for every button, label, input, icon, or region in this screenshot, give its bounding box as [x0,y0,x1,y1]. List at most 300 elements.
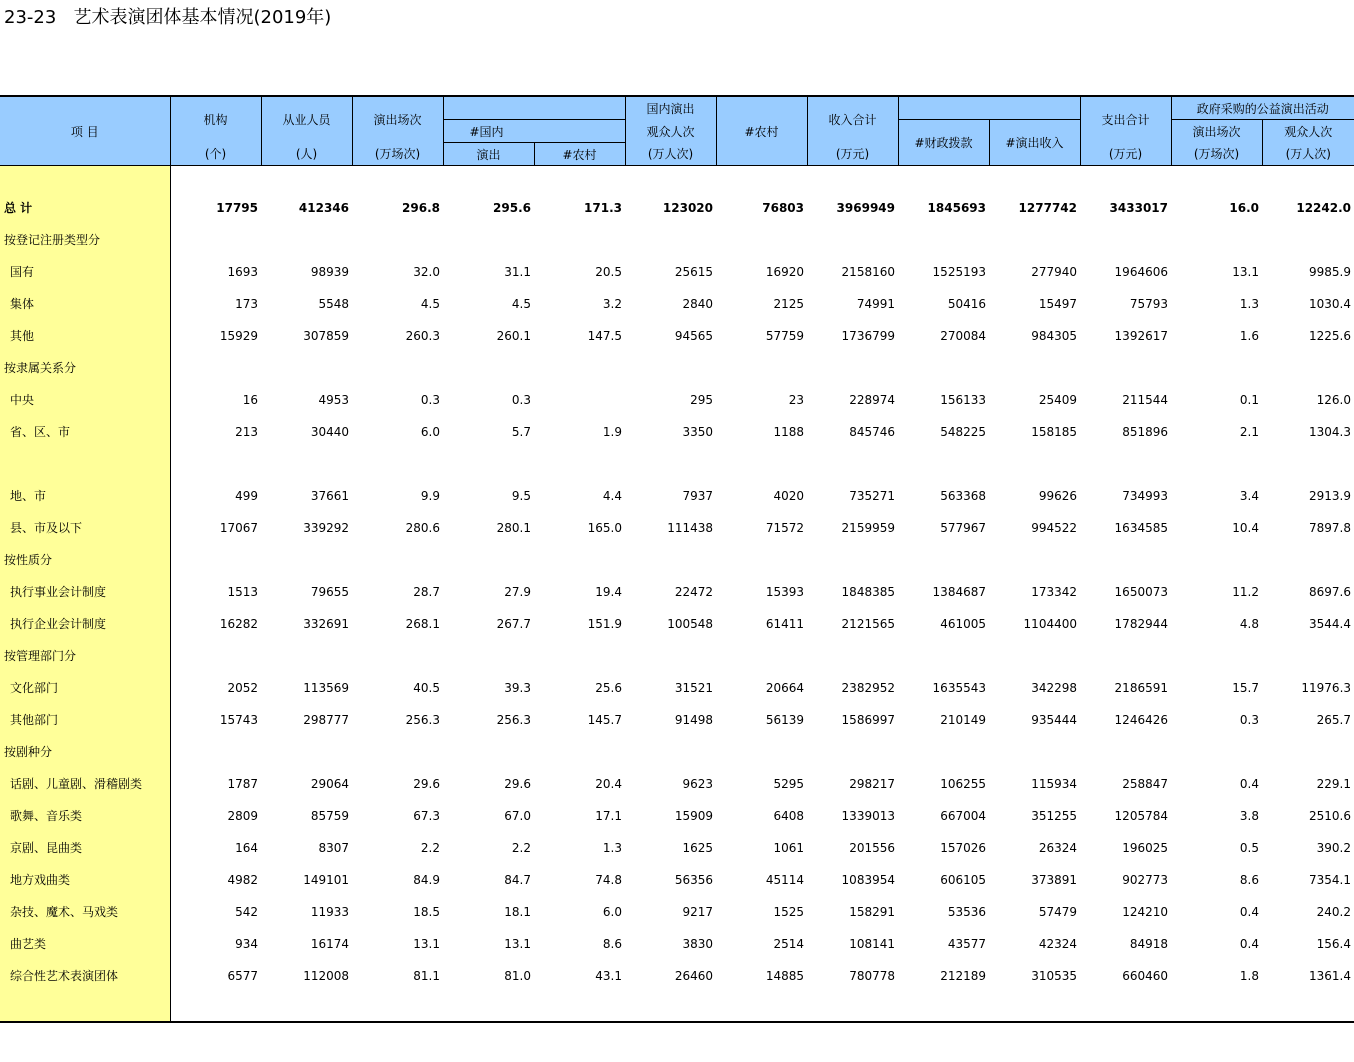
value-cell: 228974 [849,392,895,407]
value-cell: 85759 [310,808,349,823]
value-cell: 16920 [765,264,804,279]
table-row [0,544,1354,576]
header-income-blank [898,96,1080,120]
value-cell: 26324 [1038,840,1077,855]
value-cell: 1625 [682,840,713,855]
value-cell: 1061 [773,840,804,855]
value-cell: 1277742 [1018,200,1077,215]
value-cell: 2510.6 [1309,808,1352,823]
header-rural-shows: #农村 [534,143,625,166]
value-cell [352,736,443,768]
value-cell: 260.1 [496,328,531,343]
value-cell: 40.5 [413,680,440,695]
row-label: 综合性艺术表演团体 [0,960,170,992]
value-cell: 164 [235,840,258,855]
table-row [0,736,1354,768]
row-label: 集体 [0,288,170,320]
value-cell [1171,992,1262,1022]
value-cell [534,166,625,192]
value-cell: 12242.0 [1296,200,1352,215]
header-audience-rural-unit-blank [716,143,807,166]
value-cell [443,992,534,1022]
value-cell: 9217 [682,904,713,919]
row-label-cell [0,166,170,192]
value-cell [1080,352,1171,384]
table-row [0,384,1354,416]
value-cell: 1635543 [932,680,986,695]
value-cell [261,736,352,768]
value-cell: 11933 [310,904,349,919]
value-cell: 0.5 [1239,840,1259,855]
header-audience-b: 观众人次 [625,120,716,143]
value-cell [534,992,625,1022]
value-cell: 84.7 [504,872,531,887]
value-cell: 1782944 [1114,616,1168,631]
value-cell: 106255 [940,776,986,791]
value-cell: 499 [235,488,258,503]
value-cell: 61411 [765,616,804,631]
value-cell [807,992,898,1022]
value-cell: 123020 [662,200,713,215]
value-cell: 667004 [940,808,986,823]
value-cell [807,544,898,576]
value-cell: 1030.4 [1309,296,1352,311]
value-cell: 1787 [227,776,258,791]
value-cell: 548225 [940,424,986,439]
value-cell [170,448,261,480]
table-row [0,256,1354,288]
value-cell: 173 [235,296,258,311]
value-cell: 1.3 [602,840,622,855]
value-cell [261,448,352,480]
value-cell: 9623 [682,776,713,791]
value-cell: 201556 [849,840,895,855]
value-cell [716,992,807,1022]
table-row [0,224,1354,256]
value-cell: 3433017 [1109,200,1168,215]
value-cell: 15.7 [1232,680,1259,695]
value-cell: 780778 [849,968,895,983]
value-cell: 542 [235,904,258,919]
value-cell: 1104400 [1023,616,1077,631]
value-cell: 1361.4 [1309,968,1352,983]
header-audience-rural: #农村 [716,120,807,143]
value-cell [898,992,989,1022]
value-cell [443,736,534,768]
header-income-unit: (万元) [807,143,898,166]
value-cell [989,166,1080,192]
value-cell [1171,166,1262,192]
value-cell [807,352,898,384]
row-label: 按剧种分 [0,736,170,768]
value-cell [1080,544,1171,576]
value-cell [716,736,807,768]
value-cell: 1513 [227,584,258,599]
table-row [0,480,1354,512]
value-cell: 1964606 [1114,264,1168,279]
value-cell: 3544.4 [1309,616,1352,631]
value-cell [170,166,261,192]
value-cell: 2.1 [1239,424,1259,439]
value-cell: 265.7 [1316,712,1352,727]
value-cell [1171,224,1262,256]
value-cell: 2913.9 [1309,488,1352,503]
value-cell: 4.5 [511,296,531,311]
value-cell: 280.6 [405,520,440,535]
value-cell: 332691 [303,616,349,631]
row-label: 地、市 [0,480,170,512]
value-cell [170,736,261,768]
value-cell: 156133 [940,392,986,407]
row-label: 歌舞、音乐类 [0,800,170,832]
value-cell: 76803 [762,200,804,215]
page-title: 23-23 艺术表演团体基本情况(2019年) [4,7,332,28]
value-cell: 196025 [1122,840,1168,855]
value-cell: 270084 [940,328,986,343]
header-staff: 从业人员 [261,96,352,143]
value-cell: 112008 [303,968,349,983]
table-row [0,352,1354,384]
value-cell: 902773 [1122,872,1168,887]
header-fiscal: #财政拨款 [898,120,989,166]
value-cell: 91498 [674,712,713,727]
value-cell: 2158160 [841,264,895,279]
value-cell [534,736,625,768]
table-row [0,640,1354,672]
value-cell [716,448,807,480]
row-label: 按管理部门分 [0,640,170,672]
table-spacer-row [0,166,1354,192]
value-cell: 6.0 [602,904,622,919]
value-cell: 8307 [318,840,349,855]
header-gov-shows: 演出场次 [1171,120,1262,143]
value-cell: 113569 [303,680,349,695]
value-cell: 934 [235,936,258,951]
row-label: 文化部门 [0,672,170,704]
row-label: 杂技、魔术、马戏类 [0,896,170,928]
value-cell: 2125 [773,296,804,311]
value-cell: 1634585 [1114,520,1168,535]
value-cell: 984305 [1031,328,1077,343]
value-cell: 37661 [310,488,349,503]
table-row [0,704,1354,736]
value-cell: 108141 [849,936,895,951]
value-cell [1171,640,1262,672]
value-cell: 295.6 [493,200,531,215]
value-cell: 7354.1 [1309,872,1352,887]
value-cell: 81.0 [504,968,531,983]
header-shows-unit: (万场次) [352,143,443,166]
value-cell [989,352,1080,384]
value-cell: 13.1 [1232,264,1259,279]
value-cell: 342298 [1031,680,1077,695]
header-staff-unit: (人) [261,143,352,166]
value-cell: 74991 [856,296,895,311]
value-cell [625,640,716,672]
value-cell: 1650073 [1114,584,1168,599]
value-cell [1262,736,1354,768]
value-cell: 26460 [674,968,713,983]
value-cell [261,352,352,384]
value-cell: 5295 [773,776,804,791]
value-cell: 256.3 [496,712,531,727]
value-cell: 25615 [674,264,713,279]
value-cell [1080,166,1171,192]
value-cell [443,224,534,256]
value-cell: 0.4 [1239,776,1259,791]
value-cell [716,224,807,256]
value-cell [443,166,534,192]
value-cell [1262,448,1354,480]
value-cell [261,992,352,1022]
statistics-table [0,95,1354,1023]
value-cell: 115934 [1031,776,1077,791]
value-cell: 56356 [674,872,713,887]
value-cell: 13.1 [413,936,440,951]
value-cell: 2121565 [841,616,895,631]
row-label: 京剧、昆曲类 [0,832,170,864]
value-cell [1080,224,1171,256]
value-cell: 267.7 [496,616,531,631]
value-cell: 461005 [940,616,986,631]
value-cell [807,166,898,192]
value-cell: 17067 [219,520,258,535]
value-cell: 145.7 [587,712,622,727]
value-cell: 81.1 [413,968,440,983]
value-cell: 3350 [682,424,713,439]
value-cell: 935444 [1031,712,1077,727]
value-cell [170,640,261,672]
row-label: 按隶属关系分 [0,352,170,384]
value-cell: 1845693 [927,200,986,215]
table-row [0,672,1354,704]
value-cell: 339292 [303,520,349,535]
value-cell: 99626 [1038,488,1077,503]
header-audience-a: 国内演出 [625,96,716,120]
value-cell: 22472 [674,584,713,599]
value-cell: 2809 [227,808,258,823]
value-cell: 50416 [947,296,986,311]
value-cell: 994522 [1031,520,1077,535]
value-cell [1262,224,1354,256]
value-cell: 1339013 [841,808,895,823]
value-cell: 7897.8 [1309,520,1352,535]
value-cell: 14885 [765,968,804,983]
value-cell: 20.5 [595,264,622,279]
value-cell: 1.8 [1239,968,1259,983]
value-cell [989,448,1080,480]
value-cell [625,544,716,576]
value-cell: 75793 [1129,296,1168,311]
value-cell [443,640,534,672]
value-cell: 298777 [303,712,349,727]
value-cell [807,640,898,672]
value-cell [989,992,1080,1022]
value-cell [534,352,625,384]
value-cell: 1736799 [841,328,895,343]
value-cell: 10.4 [1232,520,1259,535]
value-cell: 1083954 [841,872,895,887]
header-shows-blank [443,96,625,120]
value-cell: 4.8 [1239,616,1259,631]
value-cell: 229.1 [1316,776,1352,791]
value-cell: 4020 [773,488,804,503]
table-body [0,166,1354,1022]
row-label: 按登记注册类型分 [0,224,170,256]
value-cell: 8697.6 [1309,584,1352,599]
value-cell: 23 [788,392,804,407]
value-cell: 2052 [227,680,258,695]
value-cell [807,736,898,768]
value-cell: 157026 [940,840,986,855]
value-cell [625,224,716,256]
value-cell [716,352,807,384]
header-perf-income: #演出收入 [989,120,1080,166]
header-gov-audience: 观众人次 [1262,120,1354,143]
header-expense-unit: (万元) [1080,143,1171,166]
table-spacer-row [0,992,1354,1022]
value-cell [625,736,716,768]
value-cell: 2186591 [1114,680,1168,695]
value-cell: 43.1 [595,968,622,983]
value-cell: 15909 [674,808,713,823]
value-cell: 56139 [765,712,804,727]
header-shows: 演出场次 [352,96,443,143]
value-cell: 258847 [1122,776,1168,791]
header-audience-unit: (万人次) [625,143,716,166]
table-row [0,192,1354,224]
value-cell: 5.7 [511,424,531,439]
header-income: 收入合计 [807,96,898,143]
value-cell [625,166,716,192]
value-cell [170,992,261,1022]
value-cell: 158185 [1031,424,1077,439]
value-cell: 84.9 [413,872,440,887]
value-cell [534,224,625,256]
table-row [0,864,1354,896]
value-cell: 606105 [940,872,986,887]
value-cell [261,166,352,192]
value-cell: 11.2 [1232,584,1259,599]
value-cell: 25409 [1038,392,1077,407]
table-spacer-row [0,448,1354,480]
row-label-cell [0,448,170,480]
value-cell: 13.1 [504,936,531,951]
value-cell: 7937 [682,488,713,503]
value-cell [898,544,989,576]
value-cell [898,448,989,480]
value-cell: 1525193 [932,264,986,279]
value-cell: 151.9 [587,616,622,631]
table-row [0,960,1354,992]
value-cell [534,448,625,480]
table-row [0,608,1354,640]
value-cell: 1848385 [841,584,895,599]
value-cell [898,640,989,672]
value-cell [989,544,1080,576]
value-cell: 2840 [682,296,713,311]
value-cell [1262,352,1354,384]
value-cell: 156.4 [1316,936,1352,951]
value-cell: 1304.3 [1309,424,1352,439]
value-cell [352,448,443,480]
row-label: 省、区、市 [0,416,170,448]
value-cell [170,544,261,576]
table-row [0,768,1354,800]
value-cell: 6.0 [420,424,440,439]
value-cell [625,352,716,384]
row-label: 执行事业会计制度 [0,576,170,608]
row-label: 县、市及以下 [0,512,170,544]
row-label: 按性质分 [0,544,170,576]
value-cell: 173342 [1031,584,1077,599]
value-cell: 18.1 [504,904,531,919]
value-cell [1171,736,1262,768]
value-cell: 126.0 [1316,392,1352,407]
value-cell: 67.0 [504,808,531,823]
table-row [0,512,1354,544]
value-cell [352,352,443,384]
value-cell: 2.2 [511,840,531,855]
row-label: 其他 [0,320,170,352]
value-cell [352,640,443,672]
value-cell: 351255 [1031,808,1077,823]
value-cell [261,544,352,576]
table-row [0,320,1354,352]
value-cell: 29064 [310,776,349,791]
value-cell: 11976.3 [1301,680,1352,695]
table-row [0,416,1354,448]
value-cell: 295 [690,392,713,407]
header-domestic-b: 演出 [443,143,534,166]
value-cell: 277940 [1031,264,1077,279]
value-cell: 734993 [1122,488,1168,503]
value-cell [716,166,807,192]
value-cell: 1246426 [1114,712,1168,727]
value-cell [352,544,443,576]
row-label: 话剧、儿童剧、滑稽剧类 [0,768,170,800]
value-cell: 30440 [310,424,349,439]
value-cell [625,992,716,1022]
value-cell [1262,992,1354,1022]
value-cell: 1693 [227,264,258,279]
row-label: 地方戏曲类 [0,864,170,896]
value-cell: 3.4 [1239,488,1259,503]
header-gov-audience-unit: (万人次) [1262,143,1354,166]
value-cell: 0.3 [420,392,440,407]
value-cell: 98939 [310,264,349,279]
value-cell [716,640,807,672]
value-cell [534,384,625,416]
value-cell [1080,992,1171,1022]
value-cell: 20664 [765,680,804,695]
value-cell: 29.6 [504,776,531,791]
value-cell: 94565 [674,328,713,343]
value-cell: 124210 [1122,904,1168,919]
value-cell [352,224,443,256]
value-cell [443,448,534,480]
value-cell: 260.3 [405,328,440,343]
table-header [0,96,1354,166]
value-cell: 256.3 [405,712,440,727]
table-row [0,832,1354,864]
value-cell: 6577 [227,968,258,983]
value-cell: 1384687 [932,584,986,599]
value-cell: 19.4 [595,584,622,599]
value-cell: 280.1 [496,520,531,535]
value-cell: 310535 [1031,968,1077,983]
value-cell: 0.3 [511,392,531,407]
